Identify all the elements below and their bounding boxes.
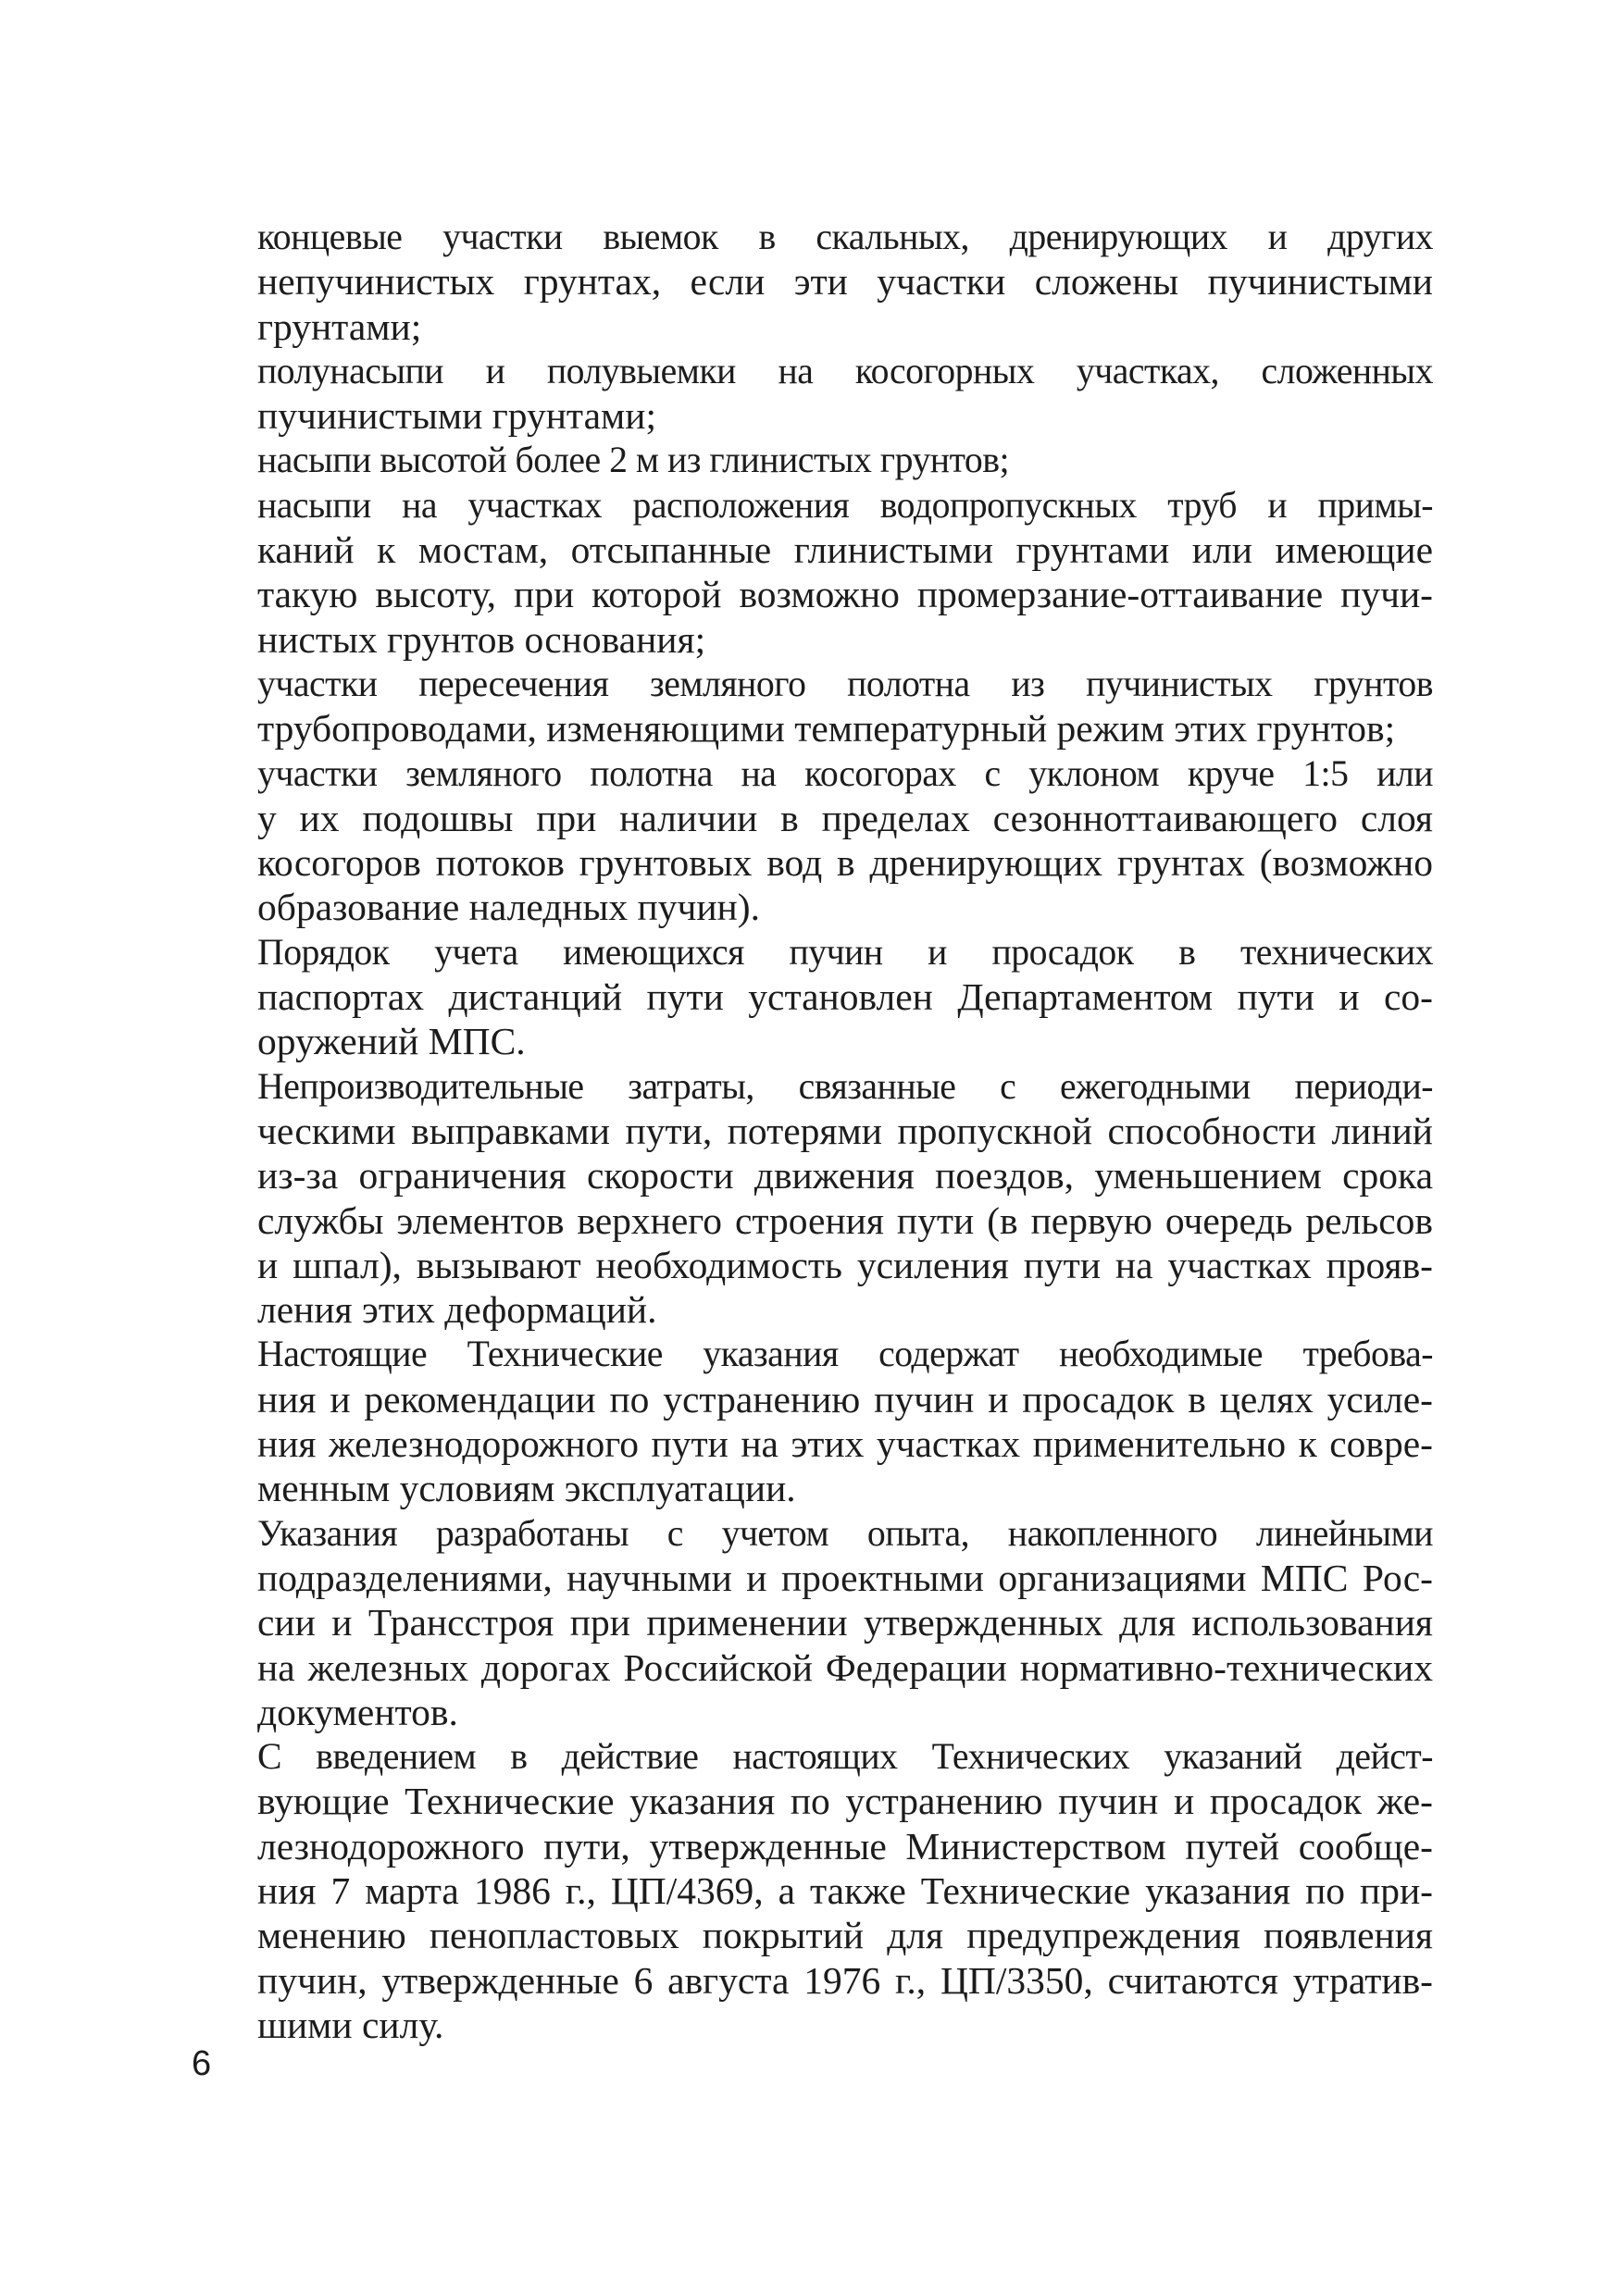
text-line: С введением в действие настоящих Технических указаний дейст-	[257, 1736, 1433, 1778]
text-line: каний к мостам, отсыпанные глинистыми грунтами или имеющие	[257, 528, 1433, 572]
text-line: подразделениями, научными и проектными организациями МПС Рос-	[257, 1556, 1433, 1599]
text-line: оружений МПС.	[257, 1020, 526, 1063]
text-line: такую высоту, при которой возможно промерзание-оттаивание пучи-	[257, 573, 1433, 616]
text-line: концевые участки выемок в скальных, дренирующих и других	[257, 217, 1433, 257]
paragraph	[205, 349, 1433, 439]
paragraph	[205, 483, 1433, 662]
text-line: вующие Технические указания по устранению пучин и просадок же-	[257, 1780, 1433, 1823]
text-line: насыпи высотой более 2 м из глинистых грунтов;	[257, 440, 1010, 481]
text-line: трубопроводами, изменяющими температурный режим этих грунтов;	[257, 707, 1396, 751]
text-line: менным условиям эксплуатации.	[257, 1467, 796, 1510]
text-line: Настоящие Технические указания содержат необходимые требова-	[257, 1334, 1433, 1375]
text-line: полунасыпи и полувыемки на косогорных участках, сложенных	[257, 350, 1433, 391]
text-line: Порядок учета имеющихся пучин и просадок в технических	[257, 931, 1433, 973]
text-line: службы элементов верхнего строения пути (в первую очередь рельсов	[257, 1198, 1433, 1242]
text-line: участки земляного полотна на косогорах с уклоном круче 1:5 или	[257, 752, 1433, 794]
text-line: менению пенопластовых покрытий для предупреждения появления	[257, 1914, 1433, 1957]
text-line: шими силу.	[257, 2003, 444, 2046]
paragraph	[205, 215, 1433, 349]
text-line: ния 7 марта 1986 г., ЦП/4369, а также Технические указания по при-	[257, 1868, 1433, 1912]
text-line: на железных дорогах Российской Федерации нормативно-технических	[257, 1645, 1433, 1689]
text-line: грунтами;	[257, 304, 422, 348]
text-line: и шпал), вызывают необходимость усиления пути на участках прояв-	[257, 1243, 1433, 1286]
text-line: непучинистых грунтах, если эти участки сложены пучинистыми	[257, 260, 1433, 304]
text-line: ческими выправками пути, потерями пропускной способности линий	[257, 1109, 1433, 1152]
text-line: Непроизводительные затраты, связанные с ежегодными периоди-	[257, 1065, 1433, 1107]
text-line: из-за ограничения скорости движения поездов, уменьшением срока	[257, 1154, 1433, 1198]
page-number: 6	[192, 2044, 212, 2083]
body-text	[205, 215, 1433, 2047]
text-line: ления этих деформаций.	[257, 1288, 657, 1332]
text-line: сии и Трансстроя при применении утвержденных для использования	[257, 1601, 1433, 1644]
text-line: пучинистыми грунтами;	[257, 394, 656, 438]
text-line: ния железнодорожного пути на этих участках применительно к совре-	[257, 1422, 1433, 1466]
text-line: у их подошвы при наличии в пределах сезонноттаивающего слоя	[257, 796, 1433, 839]
text-line: ния и рекомендации по устранению пучин и просадок в целях усиле-	[257, 1377, 1433, 1421]
text-line: паспортах дистанций пути установлен Департаментом пути и со-	[257, 975, 1433, 1019]
text-line: лезнодорожного пути, утвержденные Министерством путей сообще-	[257, 1824, 1433, 1868]
text-line: участки пересечения земляного полотна из пучинистых грунтов	[257, 663, 1433, 704]
paragraph	[205, 1511, 1433, 1734]
text-line: документов.	[257, 1690, 458, 1733]
text-line: образование наледных пучин).	[257, 886, 760, 929]
paragraph	[205, 751, 1433, 930]
paragraph	[205, 1064, 1433, 1333]
paragraph	[205, 1734, 1433, 2047]
paragraph	[205, 662, 1433, 751]
paragraph	[205, 1332, 1433, 1510]
paragraph	[205, 930, 1433, 1064]
text-line: нистых грунтов основания;	[257, 617, 706, 661]
text-line: Указания разработаны с учетом опыта, накопленного линейными	[257, 1512, 1433, 1554]
text-line: пучин, утвержденные 6 августа 1976 г., ЦП/3350, считаются утратив-	[257, 1958, 1433, 2002]
text-line: насыпи на участках расположения водопропускных труб и примы-	[257, 484, 1433, 526]
text-line: косогоров потоков грунтовых вод в дренирующих грунтах (возможно	[257, 841, 1433, 885]
paragraph	[205, 438, 1433, 482]
